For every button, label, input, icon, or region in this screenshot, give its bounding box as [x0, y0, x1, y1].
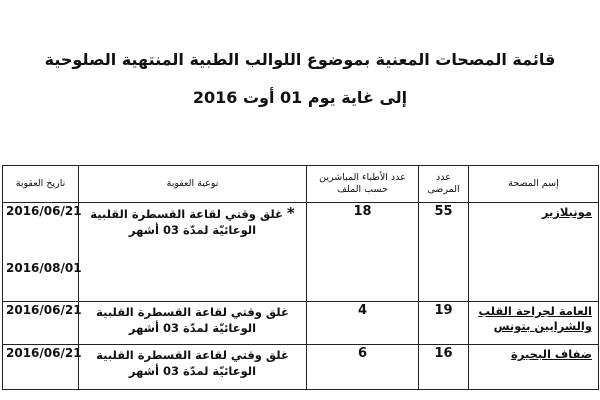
table-row — [3, 302, 599, 345]
sanction-date-cell — [3, 203, 82, 302]
document-subtitle: إلى غاية يوم 01 أوت 2016 — [192, 88, 408, 107]
table-row — [3, 203, 599, 302]
footnote-star: * — [286, 204, 295, 222]
header-patients: عدد المرضى — [419, 166, 469, 203]
header-clinic: إسم المصحة — [469, 166, 599, 203]
patients-count: 16 — [419, 345, 469, 390]
sanction-type: غلق وقتي لقاعة القسطرة القلبية الوعائيّة لمدّة 03 أشهر — [90, 207, 283, 237]
clinic-name: العامة لجراحة القلب والشرايين بتونس — [478, 304, 592, 333]
sanction-date: 2016/06/21 — [3, 345, 79, 390]
sanction-date: 2016/06/21 — [3, 302, 79, 345]
header-date: تاريخ العقوبة — [3, 166, 79, 203]
header-sanction: نوعية العقوبة — [79, 166, 307, 203]
doctors-count: 6 — [307, 345, 419, 390]
table-header-row — [3, 166, 599, 203]
sanction-date: 2016/06/21 — [6, 204, 82, 218]
sanction-type: غلق وقتي لقاعة القسطرة القلبية الوعائيّة لمدّة 03 أشهر — [79, 345, 307, 390]
table-row — [3, 345, 599, 390]
header-doctors: عدد الأطباء المباشرين حسب الملف — [307, 166, 419, 203]
patients-count: 19 — [419, 302, 469, 345]
sanction-type-cell — [79, 203, 307, 302]
clinic-name: مونبلازير — [541, 205, 592, 219]
doctors-count: 4 — [307, 302, 419, 345]
clinic-name-cell — [469, 345, 599, 390]
patients-count: 55 — [419, 203, 469, 302]
doctors-count: 18 — [307, 203, 419, 302]
clinics-table — [2, 165, 599, 390]
clinic-name: ضفاف البحيرة — [511, 347, 592, 361]
sanction-type: غلق وقتي لقاعة القسطرة القلبية الوعائيّة لمدّة 03 أشهر — [79, 302, 307, 345]
clinic-name-cell — [469, 203, 599, 302]
clinic-name-cell — [469, 302, 599, 345]
sanction-date-second: 2016/08/01 — [6, 261, 82, 275]
document-title: قائمة المصحات المعنية بموضوع اللوالب الطبية المنتهية الصلوحية — [44, 50, 556, 69]
